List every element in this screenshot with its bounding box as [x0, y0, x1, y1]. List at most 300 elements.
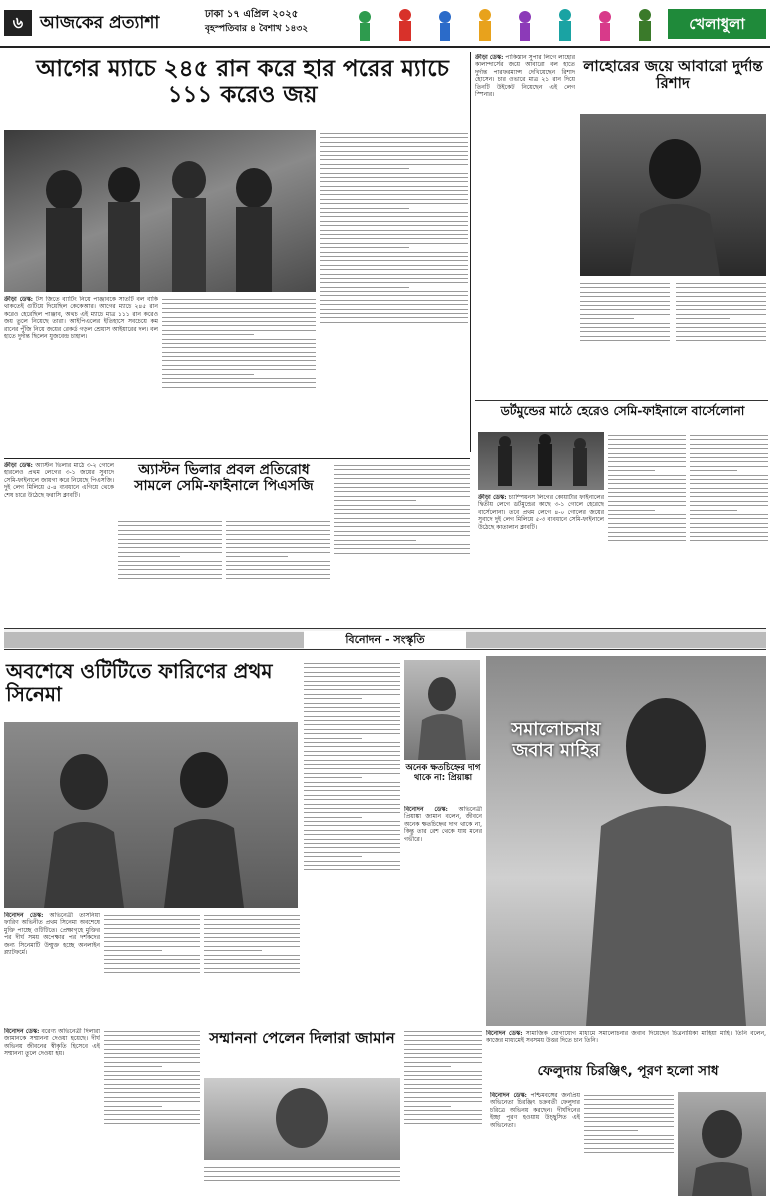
text-line	[304, 852, 400, 853]
text-line	[676, 292, 766, 293]
text-line	[690, 518, 768, 519]
text-line	[204, 919, 300, 920]
text-line	[162, 387, 316, 388]
text-line	[690, 448, 768, 449]
text-line	[580, 305, 670, 306]
text-line	[320, 317, 468, 318]
text-line	[104, 946, 200, 947]
text-line	[118, 578, 222, 579]
text-line	[608, 466, 686, 467]
text-line	[162, 374, 254, 375]
text-line	[204, 1180, 400, 1181]
text-line	[162, 330, 316, 331]
text-line	[304, 733, 400, 734]
text-line	[334, 513, 470, 514]
text-line	[304, 869, 400, 870]
text-line	[690, 514, 768, 515]
text-line	[676, 309, 766, 310]
text-line	[320, 265, 468, 266]
text-line	[162, 334, 254, 335]
text-line	[104, 1114, 200, 1115]
text-line	[320, 168, 409, 169]
text-line	[320, 186, 468, 187]
text-line	[404, 1075, 482, 1076]
text-line	[580, 331, 670, 332]
text-line	[584, 1148, 674, 1149]
rishad-byline: ক্রীড়া ডেস্ক:	[475, 54, 504, 61]
text-line	[690, 532, 768, 533]
text-line	[334, 469, 470, 470]
text-line	[226, 521, 330, 522]
text-line	[204, 933, 300, 934]
text-line	[584, 1126, 674, 1127]
mahi-body	[486, 1030, 766, 1060]
text-line	[690, 540, 768, 541]
text-line	[404, 1114, 482, 1115]
text-line	[584, 1152, 674, 1153]
text-line	[226, 552, 330, 553]
text-line	[690, 475, 768, 476]
dilara-body-col-3	[404, 1028, 482, 1196]
text-line	[304, 703, 400, 704]
text-line	[204, 968, 300, 969]
text-line	[104, 1084, 200, 1085]
text-line	[404, 1035, 482, 1036]
rishad-body-col-2	[580, 280, 670, 390]
text-line	[320, 225, 468, 226]
farin-byline: বিনোদন ডেস্ক:	[4, 912, 44, 919]
text-line	[404, 1062, 482, 1063]
feluda-photo	[678, 1092, 766, 1196]
text-line	[118, 530, 222, 531]
text-line	[304, 738, 362, 739]
text-line	[104, 1119, 200, 1120]
rishad-photo	[580, 114, 766, 276]
psg-body-col-0	[4, 462, 114, 624]
text-line	[334, 522, 470, 523]
text-line	[226, 565, 330, 566]
main-byline: ক্রীড়া ডেস্ক:	[4, 296, 34, 303]
dilara-body-col-2	[204, 1164, 400, 1196]
text-line	[608, 510, 655, 511]
text-line	[162, 360, 316, 361]
text-line	[334, 509, 470, 510]
text-line	[304, 847, 400, 848]
text-line	[104, 1101, 200, 1102]
text-line	[320, 295, 468, 296]
text-line	[608, 488, 686, 489]
text-line	[334, 465, 470, 466]
text-line	[304, 808, 400, 809]
text-line	[608, 527, 686, 528]
text-line	[104, 968, 200, 969]
text-line	[334, 474, 470, 475]
text-line	[320, 194, 468, 195]
text-line	[580, 336, 670, 337]
text-line	[320, 173, 468, 174]
text-line	[608, 540, 686, 541]
text-line	[404, 1031, 482, 1032]
text-line	[690, 505, 768, 506]
text-line	[104, 1031, 200, 1032]
text-line	[690, 536, 768, 537]
mahi-headline: সমালোচনায় জবাব মাহির	[511, 719, 601, 761]
farin-body-col-3	[304, 660, 400, 1022]
text-line	[320, 181, 468, 182]
text-line	[608, 518, 686, 519]
text-line	[226, 556, 288, 557]
text-line	[320, 177, 468, 178]
text-line	[334, 548, 470, 549]
masthead	[0, 0, 770, 48]
priyanka-photo	[404, 660, 480, 760]
text-line	[118, 569, 222, 570]
barca-photo	[478, 432, 604, 490]
text-line	[226, 539, 330, 540]
text-line	[404, 1119, 482, 1120]
text-line	[320, 322, 468, 323]
text-line	[162, 299, 316, 300]
text-line	[608, 457, 686, 458]
text-line	[676, 340, 766, 341]
text-line	[304, 689, 400, 690]
text-line	[304, 729, 400, 730]
priyanka-portrait-image	[404, 660, 480, 760]
dilara-headline: সম্মাননা পেলেন দিলারা জামান	[209, 1029, 395, 1047]
text-line	[608, 492, 686, 493]
text-line	[690, 492, 768, 493]
text-line	[334, 478, 470, 479]
text-line	[226, 534, 330, 535]
text-line	[118, 574, 222, 575]
text-line	[204, 972, 300, 973]
text-line	[204, 924, 300, 925]
text-line	[320, 203, 468, 204]
text-line	[690, 466, 768, 467]
text-line	[580, 340, 670, 341]
text-line	[320, 137, 468, 138]
text-line	[404, 1101, 482, 1102]
text-line	[404, 1123, 482, 1124]
divider-label: বিনোদন - সংস্কৃতি	[304, 631, 466, 649]
text-line	[304, 768, 400, 769]
text-line	[104, 1097, 200, 1098]
text-line	[584, 1139, 674, 1140]
text-line	[404, 1071, 482, 1072]
text-line	[320, 269, 468, 270]
text-line	[226, 543, 330, 544]
text-line	[162, 356, 316, 357]
text-line	[608, 483, 686, 484]
text-line	[608, 453, 686, 454]
text-line	[226, 569, 330, 570]
text-line	[304, 799, 400, 800]
text-line	[320, 216, 468, 217]
text-line	[104, 959, 200, 960]
text-line	[320, 291, 468, 292]
text-line	[304, 685, 400, 686]
dilara-body-col-1	[104, 1028, 200, 1196]
text-line	[320, 247, 409, 248]
text-line	[118, 565, 222, 566]
text-line	[104, 1035, 200, 1036]
text-line	[676, 331, 766, 332]
text-line	[690, 453, 768, 454]
text-line	[204, 959, 300, 960]
text-line	[304, 663, 400, 664]
text-line	[404, 1110, 482, 1111]
mahi-byline: বিনোদন ডেস্ক:	[486, 1030, 523, 1037]
text-line	[320, 309, 468, 310]
text-line	[676, 296, 766, 297]
text-line	[304, 834, 400, 835]
section-name: খেলাধুলা	[668, 9, 766, 39]
main-body-col-2	[162, 296, 316, 456]
psg-lead: অ্যাস্টন ভিলার মাঠে ৩-২ গোলে হারলেও প্রথম লেগের ৩-১ জয়ের সুবাদে সেমি-ফাইনালে জায়গা করে নিয়েছে পিএসজি। দুই লেগ মিলিয়ে ৫-৪ ব্যবধানে এগিয়ে থেকে শেষ চারে উঠেছে ফরাসি ক্লাবটি।	[4, 462, 114, 499]
text-line	[580, 292, 670, 293]
text-line	[304, 856, 362, 857]
text-line	[304, 764, 400, 765]
text-line	[580, 327, 670, 328]
farin-body-col-0	[4, 912, 100, 1022]
barca-players-image	[478, 432, 604, 490]
feluda-body-col-0	[490, 1092, 580, 1196]
text-line	[118, 534, 222, 535]
dilara-body-col-0	[4, 1028, 100, 1196]
sports-icons-strip	[345, 3, 665, 45]
text-line	[304, 746, 400, 747]
rishad-body-col-1	[475, 54, 575, 494]
text-line	[104, 1092, 200, 1093]
text-line	[690, 444, 768, 445]
text-line	[204, 915, 300, 916]
text-line	[608, 514, 686, 515]
text-line	[104, 937, 200, 938]
text-line	[690, 483, 768, 484]
text-line	[676, 314, 766, 315]
text-line	[320, 243, 468, 244]
rishad-headline: লাহোরের জয়ে আবারো দুর্দান্ত রিশাদ	[583, 57, 763, 93]
text-line	[580, 283, 670, 284]
text-line	[104, 1066, 162, 1067]
text-line	[334, 553, 470, 554]
text-line	[304, 724, 400, 725]
text-line	[304, 830, 400, 831]
text-line	[676, 318, 730, 319]
text-line	[104, 915, 200, 916]
text-line	[104, 1079, 200, 1080]
text-line	[104, 919, 200, 920]
text-line	[320, 164, 468, 165]
text-line	[676, 301, 766, 302]
text-line	[676, 323, 766, 324]
text-line	[320, 234, 468, 235]
text-line	[226, 547, 330, 548]
chiranjeet-portrait-image	[678, 1092, 766, 1196]
text-line	[162, 369, 316, 370]
text-line	[690, 488, 768, 489]
text-line	[608, 435, 686, 436]
text-line	[676, 287, 766, 288]
dilara-lead: বরেণ্য অভিনেত্রী দিলারা জামানকে সম্মাননা দেওয়া হয়েছে। দীর্ঘ অভিনয় জীবনের স্বীকৃতি হিসেবে এই সম্মাননা তুলে দেওয়া হয়।	[4, 1028, 100, 1058]
text-line	[690, 435, 768, 436]
text-line	[608, 461, 686, 462]
text-line	[334, 535, 470, 536]
text-line	[320, 155, 468, 156]
text-line	[320, 230, 468, 231]
text-line	[304, 698, 362, 699]
text-line	[608, 444, 686, 445]
text-line	[118, 556, 180, 557]
text-line	[334, 531, 470, 532]
rishad-lead: পাকিস্তান সুপার লিগে লাহোর কালান্দার্সের জয়ে আবারো বল হাতে দুর্দান্ত পারফরম্যান্স দেখিয়েছেন রিশাদ হোসেন। চার ওভারে মাত্র ২১ রান দিয়ে তিনটি উইকেট নিয়েছেন এই লেগ স্পিনার।	[475, 54, 575, 99]
cricket-photo	[4, 130, 316, 292]
text-line	[162, 343, 316, 344]
text-line	[320, 274, 468, 275]
psg-body-col-3	[334, 462, 470, 624]
text-line	[580, 314, 670, 315]
text-line	[304, 755, 400, 756]
text-line	[334, 483, 470, 484]
text-line	[304, 786, 400, 787]
text-line	[320, 256, 468, 257]
text-line	[204, 937, 300, 938]
text-line	[584, 1104, 674, 1105]
text-line	[320, 133, 468, 134]
feluda-lead: পশ্চিমবঙ্গের জনপ্রিয় অভিনেতা চিরঞ্জিৎ চক্রবর্তী ফেলুদার চরিত্রে অভিনয় করছেন। দীর্ঘদিনের ইচ্ছা পূরণ হওয়ায় উচ্ছ্বসিত এই অভিনেতা।	[490, 1092, 580, 1129]
psg-top-rule	[4, 458, 470, 459]
text-line	[320, 300, 468, 301]
text-line	[334, 505, 470, 506]
text-line	[304, 672, 400, 673]
text-line	[104, 924, 200, 925]
text-line	[104, 1053, 200, 1054]
text-line	[320, 278, 468, 279]
text-line	[584, 1108, 674, 1109]
main-body-col-3	[320, 130, 468, 456]
text-line	[584, 1113, 674, 1114]
text-line	[304, 707, 400, 708]
text-line	[580, 301, 670, 302]
feluda-byline: বিনোদন ডেস্ক:	[490, 1092, 527, 1099]
text-line	[304, 804, 400, 805]
text-line	[320, 190, 468, 191]
main-body-col-1	[4, 296, 158, 456]
paper-name-text: আজকের প্রত্যাশা	[40, 13, 160, 33]
farin-photo	[4, 722, 298, 908]
text-line	[304, 817, 362, 818]
text-line	[334, 518, 470, 519]
text-line	[304, 716, 400, 717]
main-headline: আগের ম্যাচে ২৪৫ রান করে হার পরের ম্যাচে ১১১ করেও জয়	[36, 56, 449, 109]
text-line	[226, 578, 330, 579]
farin-body-col-1	[104, 912, 200, 1022]
text-line	[304, 843, 400, 844]
text-line	[320, 159, 468, 160]
text-line	[162, 382, 316, 383]
barca-body-col-2	[690, 432, 768, 624]
text-line	[584, 1117, 674, 1118]
psg-byline: ক্রীড়া ডেস্ক:	[4, 462, 33, 469]
main-lead: টস জিতে ব্যাটিং নিয়ে পাঞ্জাবকে সাতটি বল বাকি থাকতেই গুটিয়ে দিয়েছিল কেকেআর। আগের ম্যাচে ২৪৫ রান করেও হেরেছিল পাঞ্জাব, অথচ এই ম্যাচে মাত্র ১১১ রান করেও জয় তুলে নিয়েছে তারা। আইপিএলের ইতিহাসে সবচেয়ে কম রানের পুঁজি নিয়ে জয়ের রেকর্ড গড়ল শ্রেয়াস আইয়ারের দল। বল হাতে দুর্দান্ত ছিলেন যুজবেন্দ্র চাহাল।	[4, 296, 158, 341]
text-line	[320, 304, 468, 305]
cricket-players-image	[4, 130, 316, 292]
text-line	[608, 536, 686, 537]
text-line	[690, 470, 737, 471]
farin-headline: অবশেষে ওটিটিতে ফারিণের প্রথম সিনেমা	[6, 659, 273, 706]
date-line-1: ঢাকা ১৭ এপ্রিল ২০২৫	[205, 9, 299, 20]
priyanka-headline: অনেক ক্ষতচিহ্নের দাগ থাকে না: প্রিয়াঙ্কা	[405, 763, 481, 783]
text-line	[104, 972, 200, 973]
text-line	[162, 347, 316, 348]
text-line	[304, 782, 400, 783]
text-line	[162, 325, 316, 326]
text-line	[304, 839, 400, 840]
text-line	[690, 527, 768, 528]
text-line	[404, 1084, 482, 1085]
text-line	[608, 448, 686, 449]
text-line	[690, 496, 768, 497]
barca-byline: ক্রীড়া ডেস্ক:	[478, 494, 507, 501]
text-line	[320, 221, 468, 222]
text-line	[104, 955, 200, 956]
text-line	[104, 963, 200, 964]
text-line	[334, 496, 470, 497]
psg-headline: অ্যাস্টন ভিলার প্রবল প্রতিরোধ সামলে সেমি-ফাইনালে পিএসজি	[134, 462, 314, 495]
text-line	[226, 561, 330, 562]
text-line	[304, 720, 400, 721]
text-line	[104, 1044, 200, 1045]
dilara-portrait-image	[204, 1078, 400, 1160]
mahi-lead: সামাজিক যোগাযোগ মাধ্যমে সমালোচনার জবাব দিয়েছেন চিত্রনায়িকা মাহিয়া মাহি। তিনি বলেন, কাজের মাধ্যমেই সবসময় উত্তর দিতে চান তিনি।	[486, 1030, 766, 1045]
date-block	[205, 8, 345, 36]
text-line	[304, 812, 400, 813]
barca-lead: চ্যাম্পিয়নস লিগের কোয়ার্টার ফাইনালের দ্বিতীয় লেগে ডর্টমুন্ডের কাছে ৩-১ গোলে হেরেছে বার্সেলোনা। তবে প্রথম লেগে ৪-০ গোলের জয়ের সুবাদে দুই লেগ মিলিয়ে ৫-৩ ব্যবধানে সেমি-ফাইনালে উঠেছে কাতালান ক্লাবটি।	[478, 494, 604, 531]
text-line	[676, 283, 766, 284]
text-line	[162, 365, 316, 366]
text-line	[104, 950, 162, 951]
text-line	[304, 694, 400, 695]
feluda-headline: ফেলুদায় চিরঞ্জিৎ, পূরণ হলো সাধ	[537, 1063, 719, 1079]
feluda-body-col-1	[584, 1092, 674, 1196]
rishad-body-col-3	[676, 280, 766, 390]
text-line	[676, 336, 766, 337]
text-line	[404, 1106, 451, 1107]
text-line	[304, 676, 400, 677]
priyanka-lead: অভিনেত্রী প্রিয়াঙ্কা জামান বলেন, জীবনে অনেক ক্ষতচিহ্নের দাগ থাকে না, কিন্তু তার রেশ থেকে যায় মনের গভীরে।	[404, 806, 482, 843]
text-line	[584, 1130, 638, 1131]
text-line	[162, 378, 316, 379]
text-line	[580, 309, 670, 310]
paper-name	[40, 8, 200, 38]
text-line	[204, 963, 300, 964]
text-line	[204, 941, 300, 942]
text-line	[304, 825, 400, 826]
text-line	[690, 439, 768, 440]
text-line	[104, 1049, 200, 1050]
text-line	[304, 711, 400, 712]
text-line	[608, 501, 686, 502]
text-line	[404, 1066, 451, 1067]
text-line	[404, 1049, 482, 1050]
text-line	[320, 282, 468, 283]
text-line	[104, 1088, 200, 1089]
text-line	[334, 526, 470, 527]
text-line	[334, 500, 416, 501]
text-line	[304, 861, 400, 862]
farin-movie-still-image	[4, 722, 298, 908]
text-line	[584, 1121, 674, 1122]
